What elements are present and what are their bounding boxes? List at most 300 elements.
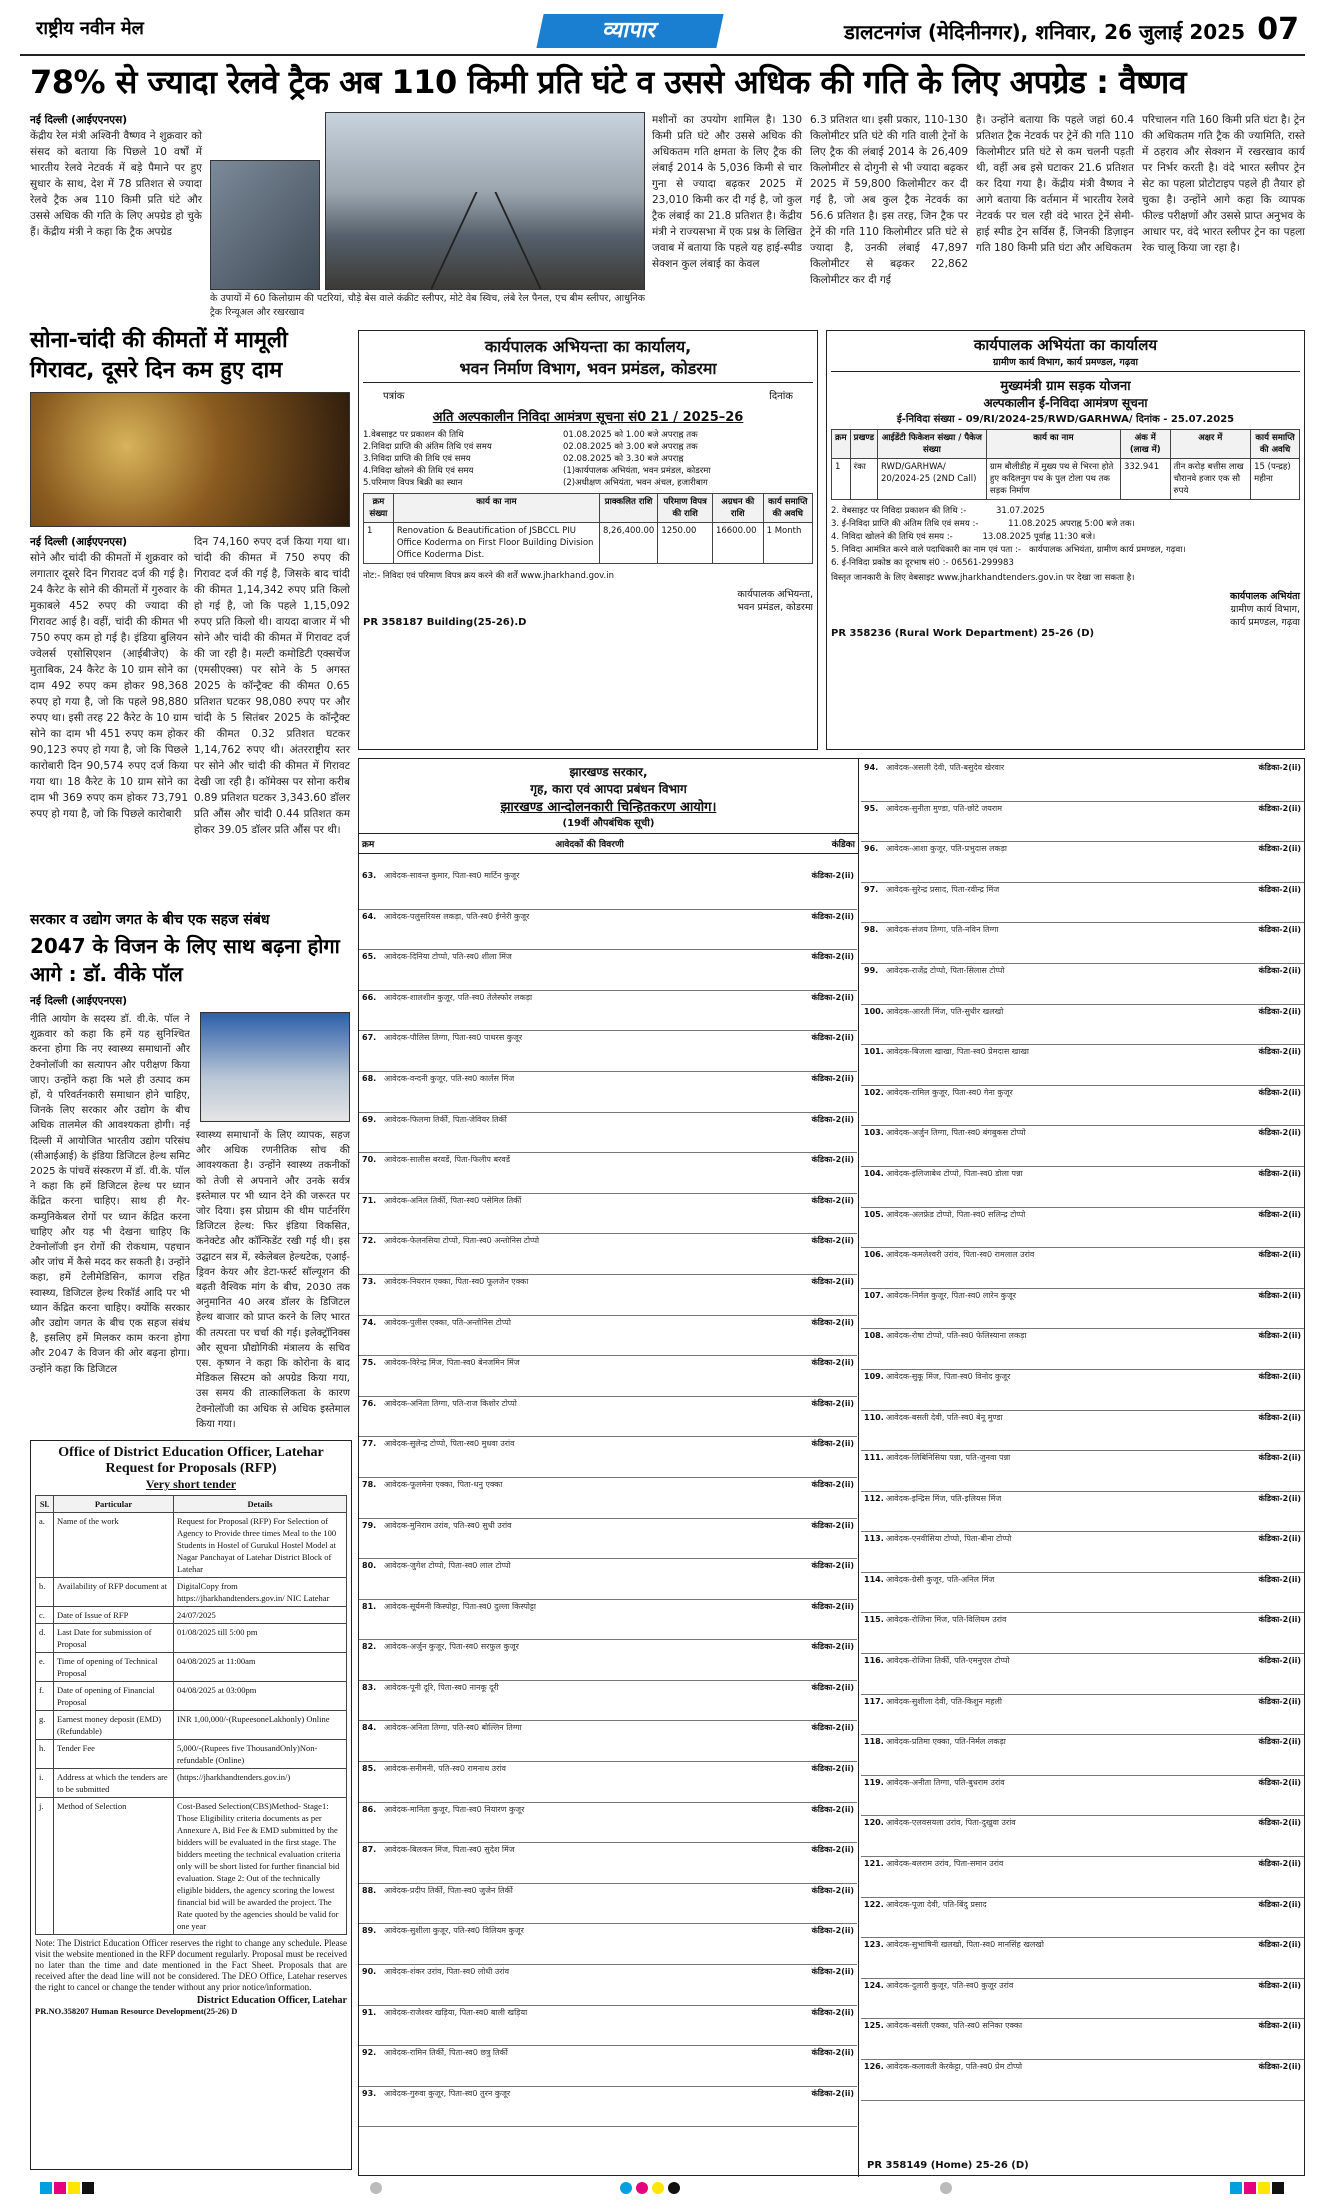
rail-story-dateline: नई दिल्ली (आईएएनएस) (30, 114, 127, 126)
applicant-clause: कंडिका-2(ii) (811, 1073, 854, 1083)
applicant-row (861, 2060, 1304, 2101)
applicant-row (359, 991, 857, 1032)
applicant-number: 107. (864, 1290, 884, 1300)
applicant-number: 125. (864, 2021, 884, 2031)
applicant-clause: कंडिका-2(ii) (811, 1114, 854, 1124)
applicant-clause: कंडिका-2(ii) (1258, 1493, 1301, 1503)
rail-story-text4: है। उन्होंने बताया कि पहले जहां 60.4 प्रतिशत ट्रैक नेटवर्क पर ट्रेनें की गति 110 किलोमीटर प्रति घंटे से कम चलनी पड़ती थी, वहीं अब इसे घटाकर 21.6 प्रतिशत कर दिया गया है। केंद्रीय मंत्री वैष्णव ने आगे बताया कि वर्तमान में भारतीय रेलवे नेटवर्क पर चल रही वंदे भारत ट्रेनें सेमी-हाई स्पीड ट्रेन सर्विस हैं, जिनकी डिज़ाइन गति 180 किमी प्रति घंटा और अधिकतम (976, 114, 1134, 254)
applicant-number: 73. (362, 1276, 377, 1286)
applicant-details: आवेदक-प्रदीप तिर्की, पिता-स्व0 जुजेन तिर्की (384, 1885, 513, 1895)
applicant-number: 84. (362, 1723, 377, 1733)
building-table-cell: Renovation & Beautification of JSBCCL PIU Office Koderma on First Floor Building Division Office Koderma Dist. (393, 523, 599, 564)
applicant-details: आवेदक-पूनी दूरि, पिता-स्व0 नानकू दूरी (384, 1682, 499, 1692)
applicant-clause: कंडिका-2(ii) (811, 992, 854, 1002)
applicant-details: आवेदक-नियरान एक्का, पिता-स्व0 फूलजेन एक्का (384, 1276, 529, 1286)
gold-jewellery-photo (30, 392, 350, 527)
applicant-details: आवेदक-सुनीता मुण्डा, पति-छोटे जयराम (886, 803, 1003, 813)
applicant-number: 64. (362, 911, 377, 921)
applicant-number: 95. (864, 803, 879, 813)
applicant-details: आवेदक-संजय तिग्गा, पति-नविन तिग्गा (886, 925, 999, 935)
paul-dateline: नई दिल्ली (आईएएनएस) (30, 995, 127, 1007)
yellow-swatch (68, 2182, 80, 2194)
applicant-row (359, 1153, 857, 1194)
applicant-details: आवेदक-बसती देवी, पति-स्व0 बेनू मुण्डा (886, 1412, 1003, 1422)
building-table-header: परिमाण विपत्र की राशि (658, 494, 713, 523)
applicant-number: 101. (864, 1047, 884, 1057)
applicant-details: आवेदक-आशा कुजूर, पति-प्रभुदास लकड़ा (886, 844, 1007, 854)
yellow-swatch-right (1258, 2182, 1270, 2194)
rfp-cell: Earnest money deposit (EMD) (Refundable) (54, 1711, 174, 1740)
road-tender-table (831, 429, 1300, 500)
building-tender-pr: PR 358187 Building(25-26).D (363, 617, 527, 628)
applicant-clause: कंडिका-2(ii) (811, 1439, 854, 1449)
road-tender-website: विस्तृत जानकारी के लिए वेबसाइट www.jharkhandtenders.gov.in पर देखा जा सकता है। (831, 573, 1135, 583)
building-tender-note: नोट:- निविदा एवं परिमाण विपत्र क्रय करने की शर्तें www.jharkhand.gov.in (363, 571, 615, 581)
applicant-clause: कंडिका-2(ii) (811, 1601, 854, 1611)
building-tender-table (363, 493, 813, 564)
applicant-number: 119. (864, 1777, 884, 1787)
applicant-row (861, 1654, 1304, 1695)
home-dept-title2: गृह, कारा एवं आपदा प्रबंधन विभाग (530, 782, 687, 796)
applicant-row (359, 1803, 857, 1844)
applicant-details: आवेदक-सुभाषिनी खलखो, पिता-स्व0 मानसिंह खलखो (886, 1940, 1044, 1950)
applicant-clause: कंडिका-2(ii) (811, 1926, 854, 1936)
registration-dot-right (940, 2182, 952, 2194)
magenta-dot (636, 2182, 648, 2194)
applicant-details: आवेदक-फेलनसिया टोप्पो, पिता-स्व0 अन्तोनिस टोप्पो (384, 1236, 540, 1246)
applicant-row (861, 1289, 1304, 1330)
applicant-number: 70. (362, 1155, 377, 1165)
home-dept-title1: झारखण्ड सरकार, (569, 765, 648, 779)
applicant-details: आवेदक-अर्जुन तिग्गा, पिता-स्व0 बंगबुकस टोप्पो (886, 1128, 1026, 1138)
applicant-row (861, 1126, 1304, 1167)
applicant-clause: कंडिका-2(ii) (1258, 1128, 1301, 1138)
building-table-cell: 1 Month (763, 523, 812, 564)
applicant-details: आवेदक-मुनिराम उरांव, पति-स्व0 सुधी उरांव (384, 1520, 512, 1530)
applicant-row (359, 1965, 857, 2006)
applicant-clause: कंडिका-2(ii) (811, 1398, 854, 1408)
rfp-table-row (36, 1653, 347, 1682)
applicant-details: आवेदक-इलिजाबेथ टोप्पो, पिता-स्व0 डोला पन्ना (886, 1168, 1023, 1178)
building-schedule-label: 5.परिमाण विपत्र बिक्री का स्थान (363, 478, 463, 488)
applicant-row (861, 923, 1304, 964)
applicant-number: 126. (864, 2062, 884, 2071)
applicant-details: आवेदक-शंकर उरांव, पिता-स्व0 लोधी उरांव (384, 1967, 510, 1977)
applicant-number: 99. (864, 965, 879, 975)
applicant-details: आवेदक-सुकू मिंज, पिता-स्व0 विनोद कुजूर (886, 1371, 1011, 1381)
home-dept-title3: झारखण्ड आन्दोलनकारी चिन्हितकरण आयोग। (500, 800, 717, 815)
applicant-row (861, 1451, 1304, 1492)
applicant-details: आवेदक-अनीता तिग्गा, पति-बुधराम उरांव (886, 1777, 1005, 1787)
applicant-number: 85. (362, 1764, 377, 1774)
rfp-cell: Cost-Based Selection(CBS)Method- Stage1: Those Eligibility criteria documents as per Annexure A, Bid Fee & EMD submitted by the bidders will be evaluated in the first stage. The bidders meeting the technical evaluation criteria only will be short listed for further financial bid evaluation. Stage 2: Out of the technically eligible bidders, the agency scoring the lowest financial bid will be awarded the project. The Rate quoted by the agencies should be valid for one year (174, 1798, 347, 1935)
applicant-details: आवेदक-वन्दनी कुजूर, पति-स्व0 कार्लस मिंज (384, 1073, 515, 1083)
road-tender-scheme: मुख्यमंत्री ग्राम सड़क योजना (1000, 379, 1131, 394)
applicant-number: 75. (362, 1358, 377, 1368)
applicant-clause: कंडिका-2(ii) (1258, 1696, 1301, 1706)
paul-kicker: सरकार व उद्योग जगत के बीच एक सहज संबंध (30, 912, 270, 928)
building-tender-notice (358, 330, 818, 750)
applicant-number: 98. (864, 925, 879, 935)
applicant-clause: कंडिका-2(ii) (811, 1845, 854, 1855)
rail-story-text5: परिचालन गति 160 किमी प्रति घंटा है। ट्रेन की अधिकतम गति ट्रैक की ज्यामिति, रास्ते में ठहराव और सेक्शन में रखरखाव कार्य पर निर्भर करती है। वंदे भारत स्लीपर ट्रेन सेट का पहला प्रोटोटाइप पहले ही तैयार हो चुका है। उन्होंने आगे कहा कि व्यापक फील्ड परीक्षणों और उससे प्राप्त अनुभव के आधार पर, वंदे भारत स्लीपर ट्रेन का पहला रेक चालू किया जा रहा है। (1142, 114, 1305, 254)
road-tender-pr: PR 358236 (Rural Work Department) 25-26 (D) (831, 628, 1095, 639)
masthead (20, 10, 1305, 56)
applicant-clause: कंडिका-2(ii) (811, 1885, 854, 1895)
rfp-cell: Name of the work (54, 1513, 174, 1578)
applicant-row (359, 2046, 857, 2087)
building-table-header: कार्य का नाम (393, 494, 599, 523)
rfp-cell: 5,000/-(Rupees five ThousandOnly)Non-refundable (Online) (174, 1740, 347, 1769)
applicant-row (359, 910, 857, 951)
applicant-number: 83. (362, 1682, 377, 1692)
rfp-pr-number: PR.NO.358207 Human Resource Development(25-26) D (35, 2006, 238, 2016)
road-tender-title1: कार्यपालक अभियंता का कार्यालय (973, 336, 1158, 354)
applicant-row (359, 1681, 857, 1722)
applicant-details: आवेदक-सुलेन्द्र टोप्पो, पिता-स्व0 मुधवा उरांव (384, 1439, 515, 1449)
applicant-number: 97. (864, 884, 879, 894)
applicant-details: आवेदक-अनिल तिर्की, पिता-स्व0 पसेमिल तिर्की (384, 1195, 522, 1205)
rfp-cell: a. (36, 1513, 54, 1578)
road-tender-title2: ग्रामीण कार्य विभाग, कार्य प्रमण्डल, गढ़वा (831, 355, 1300, 372)
road-tender-notice-type: अल्पकालीन ई-निविदा आमंत्रण सूचना (983, 396, 1148, 410)
rfp-cell: Address at which the tenders are to be submitted (54, 1769, 174, 1798)
magenta-swatch-right (1244, 2182, 1256, 2194)
gold-headline: सोना-चांदी की कीमतों में मामूली गिरावट, दूसरे दिन कम हुए दाम (30, 328, 288, 383)
applicant-clause: कंडिका-2(ii) (811, 1642, 854, 1652)
applicant-details: आवेदक-बसंती एक्का, पति-स्व0 सनिका एक्का (886, 2021, 1023, 2031)
road-schedule-line: 3. ई-निविदा प्राप्ति की अंतिम तिथि एवं समय :- 11.08.2025 अपराह्न 5:00 बजे तक। (831, 519, 1135, 529)
applicant-number: 120. (864, 1818, 884, 1828)
rfp-table (35, 1495, 347, 1935)
applicant-row (359, 1072, 857, 1113)
applicant-clause: कंडिका-2(ii) (811, 871, 854, 880)
rfp-header-particular: Particular (54, 1496, 174, 1513)
applicant-clause: कंडिका-2(ii) (1258, 1737, 1301, 1747)
applicant-details: आवेदक-सालीस बरवर्डे, पिता-फिलीप बरवर्डे (384, 1155, 511, 1165)
applicant-row (861, 1167, 1304, 1208)
applicant-row (861, 1735, 1304, 1776)
applicant-clause: कंडिका-2(ii) (1258, 1412, 1301, 1422)
applicant-details: आवेदक-इन्द्रिस मिंज, पति-इलियस मिंज (886, 1493, 1002, 1503)
applicant-clause: कंडिका-2(ii) (1258, 1980, 1301, 1990)
rfp-table-row (36, 1682, 347, 1711)
building-schedule-row (363, 429, 813, 441)
applicant-number: 122. (864, 1899, 884, 1909)
rfp-cell: d. (36, 1624, 54, 1653)
applicant-details: आवेदक-शालशीन कुजूर, पति-स्व0 तेलेस्फोर लकड़ा (384, 992, 533, 1002)
applicant-row (359, 1640, 857, 1681)
applicant-clause: कंडिका-2(ii) (1258, 1047, 1301, 1057)
applicant-clause: कंडिका-2(ii) (811, 1358, 854, 1368)
applicant-number: 116. (864, 1656, 884, 1666)
applicant-details: आवेदक-पूजा देवी, पति-बिंदु प्रसाद (886, 1899, 987, 1909)
rfp-cell: Availability of RFP document at (54, 1578, 174, 1607)
road-table-header: अक्षर में (1170, 430, 1251, 459)
rfp-table-row (36, 1798, 347, 1935)
cyan-swatch-right (1230, 2182, 1242, 2194)
rfp-cell: 04/08/2025 at 03:00pm (174, 1682, 347, 1711)
applicant-clause: कंडिका-2(ii) (811, 1479, 854, 1489)
road-tender-sign3: कार्य प्रमण्डल, गढ़वा (1230, 617, 1300, 628)
applicant-details: आवेदक-अनिता तिग्गा, पति-राज किशोर टोप्पो (384, 1398, 517, 1408)
page-number: 07 (1257, 12, 1299, 47)
rfp-cell: Date of opening of Financial Proposal (54, 1682, 174, 1711)
railway-track-photo (325, 112, 645, 290)
section-tab: व्यापार (536, 14, 723, 48)
home-dept-right-list (861, 761, 1304, 2101)
applicant-clause: कंडिका-2(ii) (811, 1967, 854, 1977)
applicant-row (861, 1532, 1304, 1573)
paul-story-text2: स्वास्थ्य समाधानों के लिए व्यापक, सहज और अधिक रणनीतिक सोच की आवश्यकता है। उन्होंने स्वास्थ्य तकनीकों को तेजी से अपनाने और उनके सर्वत्र इस्तेमाल पर भी ध्यान देने की जरूरत पर जोर दिया। इस प्रोग्राम की थीम पार्टनरिंग डिजिटल हेल्थ: फिर इंडिया विकसित, कनेक्टेड और कॉन्फिडेंट रखी गई थी। इस उद्घाटन सत्र में, स्केलेबल हेल्थटेक, एआई-ड्रिवन केयर और डेटा-फर्स्ट सॉल्यूशन की बढ़ती वैश्विक मांग के बीच, 2030 तक अनुमानित 40 अरब डॉलर के डिजिटल हेल्थ बाजार को प्राप्त करने के लिए भारत की तत्परता पर चर्चा की गई। इलेक्ट्रॉनिक्स और सूचना प्रौद्योगिकी मंत्रालय के सचिव एस. कृष्णन ने कहा कि कोरोना के बाद मेडिकल सिस्टम को अपग्रेड किया गया, उस समय की तात्कालिकता के कारण टेक्नोलॉजी का अधिक से अधिक इस्तेमाल किया गया। (196, 1130, 350, 1430)
rfp-cell: 01/08/2025 till 5:00 pm (174, 1624, 347, 1653)
road-schedule-line: 6. ई-निविदा प्रकोष्ठ का दूरभाष सं0 :- 06561-299983 (831, 558, 1014, 568)
applicant-clause: कंडिका-2(ii) (1258, 1818, 1301, 1828)
gold-story-dateline: नई दिल्ली (आईएएनएस) (30, 536, 127, 548)
road-table-cell: 1 (832, 459, 851, 500)
building-schedule-value: 02.08.2025 को 3.30 बजे अपराह्न (563, 454, 684, 464)
applicant-row (359, 1194, 857, 1235)
applicant-row (861, 1329, 1304, 1370)
applicant-row (359, 1397, 857, 1438)
applicant-row (359, 1884, 857, 1925)
building-tender-title1: कार्यपालक अभियन्ता का कार्यालय, (484, 337, 692, 356)
paul-headline: 2047 के विजन के लिए साथ बढ़ना होगा आगे : डॉ. वीके पॉल (30, 934, 340, 986)
road-tender-notice (826, 330, 1305, 750)
applicant-details: आवेदक-राजेश्वर खड़िया, पिता-स्व0 बाली खड़िया (384, 2007, 528, 2017)
applicant-details: आवेदक-एनवीसिया टोप्पो, पिता-बीना टोप्पो (886, 1534, 1012, 1544)
main-headline: 78% से ज्यादा रेलवे ट्रैक अब 110 किमी प्रति घंटे व उससे अधिक की गति के लिए अपग्रेड : वैष्णव (30, 63, 1187, 101)
rfp-cell: c. (36, 1607, 54, 1624)
applicant-row (359, 1356, 857, 1397)
masthead-dateline: डालटनगंज (मेदिनीनगर), शनिवार, 26 जुलाई 2025 (844, 20, 1245, 44)
road-schedule-line: 4. निविदा खोलने की तिथि एवं समय :- 13.08.2025 पूर्वाह्न 11:30 बजे। (831, 532, 1096, 542)
rfp-cell: e. (36, 1653, 54, 1682)
applicant-row (861, 1045, 1304, 1086)
applicant-details: आवेदक-पलुसरियस लकड़ा, पति-स्व0 ईग्नेरी कुजूर (384, 911, 530, 921)
home-dept-header (359, 833, 858, 854)
applicant-row (861, 1411, 1304, 1452)
home-header-details: आवेदकों की विवरणी (555, 840, 624, 850)
rfp-table-row (36, 1624, 347, 1653)
applicant-details: आवेदक-फिलमा तिर्की, पिता-जेवियर तिर्की (384, 1114, 507, 1124)
applicant-details: आवेदक-आरती मिंज, पति-सुधीर खलखो (886, 1006, 1004, 1016)
applicant-details: आवेदक-अनिता तिग्गा, पति-स्व0 बोल्लिन तिग्गा (384, 1723, 522, 1733)
rfp-cell: INR 1,00,000/-(RupeesoneLakhonly) Online (174, 1711, 347, 1740)
applicant-details: आवेदक-कलावती केरकेट्टा, पति-स्व0 प्रेम टोप्पो (886, 2062, 1023, 2071)
applicant-row (359, 950, 857, 991)
applicant-clause: कंडिका-2(ii) (1258, 1371, 1301, 1381)
applicant-row (861, 1979, 1304, 2020)
applicant-clause: कंडिका-2(ii) (1258, 925, 1301, 935)
applicant-number: 118. (864, 1737, 884, 1747)
road-tender-ref: ई-निविदा संख्या - 09/RI/2024-25/RWD/GARHWA/ दिनांक - 25.07.2025 (896, 414, 1235, 425)
rfp-table-row (36, 1711, 347, 1740)
home-header-kandika: कंडिका (831, 840, 855, 850)
rfp-advertisement (30, 1440, 352, 2170)
applicant-row (861, 1776, 1304, 1817)
applicant-row (359, 1600, 857, 1641)
applicant-number: 112. (864, 1493, 884, 1503)
vk-paul-photo (200, 1012, 350, 1122)
cyan-swatch (40, 2182, 52, 2194)
building-table-header: कार्य समाप्ति की अवधि (763, 494, 812, 523)
applicant-number: 86. (362, 1804, 377, 1814)
applicant-number: 117. (864, 1696, 884, 1706)
applicant-clause: कंडिका-2(ii) (811, 2088, 854, 2098)
rfp-table-row (36, 1513, 347, 1578)
applicant-details: आवेदक-रामिल कुजूर, पिता-स्व0 गेना कुजूर (886, 1087, 1013, 1097)
applicant-details: आवेदक-कमलेश्वरी उरांव, पिता-स्व0 रामलाल उरांव (886, 1250, 1035, 1260)
applicant-number: 92. (362, 2048, 377, 2058)
rail-photo-caption: के उपायों में 60 किलोग्राम की पटरियां, चौड़े बेस वाले कंक्रीट स्लीपर, मोटे वेब स्विच, लंबे रेल पैनल, एच बीम स्लीपर, आधुनिक ट्रैक रिन्यूअल और रखरखाव (210, 293, 645, 318)
applicant-details: आवेदक-एलवसयला उरांव, पिता-दुखुवा उरांव (886, 1818, 1016, 1828)
applicant-number: 104. (864, 1168, 884, 1178)
applicant-number: 94. (864, 763, 879, 772)
applicant-number: 123. (864, 1940, 884, 1950)
applicant-details: आवेदक-विरेन्द्र मिंज, पिता-स्व0 बेनजमिन मिंज (384, 1358, 520, 1368)
building-tender-sign2: भवन प्रमंडल, कोडरमा (737, 602, 813, 613)
applicant-clause: कंडिका-2(ii) (1258, 1899, 1301, 1909)
applicant-clause: कंडिका-2(ii) (811, 2048, 854, 2058)
road-table-header: अंक में (लाख में) (1120, 430, 1170, 459)
rfp-cell: g. (36, 1711, 54, 1740)
applicant-clause: कंडिका-2(ii) (1258, 1006, 1301, 1016)
applicant-clause: कंडिका-2(ii) (811, 1276, 854, 1286)
building-table-cell: 1250.00 (658, 523, 713, 564)
applicant-clause: कंडिका-2(ii) (1258, 2021, 1301, 2031)
rfp-header-sl: Sl. (36, 1496, 54, 1513)
applicant-clause: कंडिका-2(ii) (1258, 1615, 1301, 1625)
applicant-number: 111. (864, 1453, 884, 1463)
applicant-details: आवेदक-अलफ्रेड टोप्पो, पिता-स्व0 सलिन्द्र टोप्पो (886, 1209, 1026, 1219)
black-swatch-right (1272, 2182, 1284, 2194)
applicant-number: 74. (362, 1317, 377, 1327)
applicant-row (861, 2019, 1304, 2060)
applicant-number: 68. (362, 1073, 377, 1083)
paul-story-text1: नीति आयोग के सदस्य डॉ. वी.के. पॉल ने शुक्रवार को कहा कि हमें यह सुनिश्चित करना होगा कि नए स्वास्थ्य समाधानों और टेक्नोलॉजी का सत्यापन और परीक्षण किया जाए। उन्होंने कहा कि भले ही उत्पाद कम हों, ये परिवर्तनकारी समाधान होने चाहिए, जिनके लिए सरकार और उद्योग के बीच अधिक तालमेल की आवश्यकता होगी। नई दिल्ली में आयोजित भारतीय उद्योग परिसंघ (सीआईआई) के इंडिया डिजिटल हेल्थ समिट 2025 के पांचवें संस्करण में डॉ. वी.के. पॉल ने कहा कि हमें डिजिटल हेल्थ पर ध्यान केंद्रित करना चाहिए। साथ ही गैर-कम्युनिकेबल रोगों पर ध्यान केंद्रित करना चाहिए और यह भी देखना चाहिए कि टेक्नोलॉजी इन रोगों की रोकथाम, पहचान और जांच में कैसे मदद कर सकती है। उन्होंने कहा, हमें टेलीमेडिसिन, कागज रहित स्वास्थ्य, डिजिटल हेल्थ रिकॉर्ड आदि पर भी ध्यान केंद्रित करना चाहिए। क्योंकि सरकार और उद्योग जगत के बीच एक सहज संबंध है, इसलिए हमें मिलकर काम करना होगा और 2047 के विजन की ओर बढ़ना होगा। उन्होंने कहा कि डिजिटल (30, 1014, 190, 1375)
applicant-clause: कंडिका-2(ii) (1258, 1777, 1301, 1787)
applicant-details: आवेदक-जुगेश टोप्पो, पिता-स्व0 लाल टोप्पो (384, 1561, 511, 1571)
building-table-header: अग्रधन की राशि (712, 494, 763, 523)
applicant-details: आवेदक-पौलिस तिग्गा, पिता-स्व0 पाथरस कुजूर (384, 1033, 523, 1043)
building-schedule-label: 1.वेबसाइट पर प्रकाशन की तिथि (363, 430, 464, 440)
rfp-table-row (36, 1740, 347, 1769)
applicant-number: 69. (362, 1114, 377, 1124)
applicant-number: 115. (864, 1615, 884, 1625)
applicant-row (861, 1573, 1304, 1614)
building-schedule-value: 02.08.2025 को 3.00 बजे अपराह्न तक (563, 442, 698, 452)
registration-dot (370, 2182, 382, 2194)
print-registration-marks (40, 2182, 1285, 2194)
applicant-clause: कंडिका-2(ii) (1258, 1656, 1301, 1666)
building-schedule-value: (1)कार्यपालक अभियंता, भवन प्रमंडल, कोडरमा (563, 466, 711, 476)
applicant-row (359, 1113, 857, 1154)
applicant-details: आवेदक-सुशीला देवी, पति-किशुन महली (886, 1696, 1002, 1706)
road-table-header: कार्य समाप्ति की अवधि (1251, 430, 1300, 459)
gold-story-col1 (30, 534, 188, 822)
rfp-cell: Last Date for submission of Proposal (54, 1624, 174, 1653)
applicant-row (359, 1843, 857, 1884)
rfp-subtitle: Very short tender (145, 1477, 237, 1491)
road-table-cell: 15 (पन्द्रह) महीना (1251, 459, 1300, 500)
rfp-cell: Time of opening of Technical Proposal (54, 1653, 174, 1682)
applicant-clause: कंडिका-2(ii) (1258, 965, 1301, 975)
home-dept-notice (358, 758, 1305, 2176)
applicant-details: आवेदक-रोजिना मिंज, पति-विलियम उरांव (886, 1615, 1007, 1625)
applicant-row (861, 1086, 1304, 1127)
applicant-number: 71. (362, 1195, 377, 1205)
building-schedule-label: 2.निविदा प्राप्ति की अंतिम तिथि एवं समय (363, 442, 492, 452)
applicant-clause: कंडिका-2(ii) (1258, 1168, 1301, 1178)
home-dept-subtitle: (19वीं औपबंधिक सूची) (562, 818, 655, 829)
applicant-details: आवेदक-सुरेन्द्र प्रसाद, पिता-रवीन्द्र मिंज (886, 884, 1000, 894)
applicant-row (861, 1208, 1304, 1249)
applicant-details: आवेदक-रामिन तिर्की, पिता-स्व0 छत्रु तिर्की (384, 2048, 508, 2058)
applicant-clause: कंडिका-2(ii) (1258, 1290, 1301, 1300)
road-table-header: प्रखण्ड (850, 430, 877, 459)
applicant-clause: कंडिका-2(ii) (1258, 1250, 1301, 1260)
applicant-details: आवेदक-सनीमनी, पति-स्व0 रामनाथ उरांव (384, 1764, 506, 1774)
rail-story-col1 (30, 112, 202, 240)
rail-story-text1: केंद्रीय रेल मंत्री अश्विनी वैष्णव ने शुक्रवार को संसद को बताया कि पिछले 10 वर्षों में भारतीय रेलवे नेटवर्क में बड़े पैमाने पर हुए सुधार के साथ, देश में 78 प्रतिशत से ज्यादा रेलवे ट्रैक अब 110 किमी प्रति घंटे और उससे अधिक की गति के लिए अपग्रेड हो चुके हैं। केंद्रीय मंत्री ने कहा कि ट्रैक अपग्रेड (30, 130, 202, 238)
rfp-cell: Request for Proposal (RFP) For Selection of Agency to Provide three times Meal to the 100 Students in Hostel of Gurukul Hostel Model at Nagar Panchayat of Latehar District Block of Latehar (174, 1513, 347, 1578)
applicant-row (861, 1248, 1304, 1289)
applicant-row (861, 761, 1304, 802)
applicant-details: आवेदक-रोजिना तिर्की, पति-एमनुएल टोप्पो (886, 1656, 1010, 1666)
building-schedule-row (363, 465, 813, 477)
home-dept-pr: PR 358149 (Home) 25-26 (D) (867, 2160, 1029, 2171)
applicant-clause: कंडिका-2(ii) (1258, 1087, 1301, 1097)
applicant-number: 103. (864, 1128, 884, 1138)
building-tender-schedule (363, 429, 813, 489)
road-schedule-line: 2. वेबसाइट पर निविदा प्रकाशन की तिथि :- 31.07.2025 (831, 506, 1045, 516)
cyan-dot (620, 2182, 632, 2194)
building-table-cell: 8,26,400.00 (599, 523, 657, 564)
applicant-clause: कंडिका-2(ii) (1258, 1574, 1301, 1584)
applicant-details: आवेदक-सावन्त कुमार, पिता-स्व0 मार्टिन कुजूर (384, 871, 520, 880)
rfp-cell: Method of Selection (54, 1798, 174, 1935)
applicant-clause: कंडिका-2(ii) (811, 1804, 854, 1814)
road-table-cell: ग्राम बौलीडीह में मुख्य पथ से भिरना होते हुए कदिलनुग पथ के पुल टोला पथ तक सड़क निर्माण (986, 459, 1120, 500)
applicant-row (861, 1492, 1304, 1533)
applicant-row (861, 1370, 1304, 1411)
rfp-cell: 24/07/2025 (174, 1607, 347, 1624)
building-tender-notice-no: अति अल्पकालीन निविदा आमंत्रण सूचना सं0 21 / 2025–26 (432, 410, 744, 425)
applicant-details: आवेदक-सूर्यमनी किस्पोट्टा, पिता-स्व0 दुल्ला किस्पोट्टा (384, 1601, 536, 1611)
applicant-details: आवेदक-ग्रेसी कुजूर, पति-अनिल मिंज (886, 1574, 995, 1584)
gold-story-text1: सोने और चांदी की कीमतों में शुक्रवार को लगातार दूसरे दिन गिरावट दर्ज की गई है। 24 कैरेट के सोने की कीमतों में गुरुवार के मुकाबले 452 रुपए की ज्यादा की गिरावट आई है। वहीं, चांदी की कीमत भी 750 रुपए कम हो गई है। इंडिया बुलियन ज्वेलर्स एसोसिएशन (आईबीजेए) के मुताबिक, 24 कैरेट के 10 ग्राम सोने का दाम 492 रुपए कम होकर 98,368 रुपए हो गया है, जो कि पहले 98,880 रुपए था। इसी तरह 22 कैरेट के 10 ग्राम सोने का दाम भी 451 रुपए कम होकर 90,123 रुपए हो गया है, जो कि पिछले कारोबारी दिन 90,574 रुपए दर्ज किया गया था। 18 कैरेट के 10 ग्राम सोने का दाम भी 369 रुपए कम होकर 73,791 रुपए हो गया है, जो कि पिछले कारोबारी (30, 552, 188, 820)
applicant-details: आवेदक-पुलीस एक्का, पति-अन्तोनिस टोप्पो (384, 1317, 511, 1327)
dinank-label: दिनांक (769, 391, 793, 402)
applicant-row (861, 1857, 1304, 1898)
applicant-row (861, 1898, 1304, 1939)
applicant-number: 78. (362, 1479, 377, 1489)
applicant-row (359, 1031, 857, 1072)
applicant-number: 102. (864, 1087, 884, 1097)
yellow-dot (652, 2182, 664, 2194)
applicant-clause: कंडिका-2(ii) (811, 1561, 854, 1571)
applicant-clause: कंडिका-2(ii) (811, 1723, 854, 1733)
applicant-row (359, 1478, 857, 1519)
gold-story-text2: दिन 74,160 रुपए दर्ज किया गया था। चांदी की कीमत में 750 रुपए की गिरावट दर्ज की गई है, जिसके बाद चांदी की कीमत 1,14,342 रुपए प्रति किलो हो गई है, जो कि पहले 1,15,092 रुपए प्रति किलो थी। वायदा बाजार में भी सोने और चांदी की कीमत में गिरावट दर्ज की जा रही है। मल्टी कमोडिटी एक्सचेंज (एमसीएक्स) पर सोने के 5 अगस्त 2025 के कॉन्ट्रैक्ट की कीमत 0.65 प्रतिशत घटकर 98,080 रुपए पर और चांदी के 5 सितंबर 2025 के कॉन्ट्रैक्ट की कीमत 0.32 प्रतिशत घटकर 1,14,762 रुपए थी। अंतरराष्ट्रीय स्तर पर सोने और चांदी की कीमत में गिरावट देखी जा रही है। कॉमेक्स पर सोना करीब 0.89 प्रतिशत घटकर 3,343.60 डॉलर प्रति औंस और चांदी 0.44 प्रतिशत कम होकर 39.05 डॉलर प्रति औंस पर थी। (194, 536, 350, 836)
applicant-clause: कंडिका-2(ii) (1258, 763, 1301, 772)
home-dept-left-list (359, 869, 857, 2127)
applicant-row (359, 2006, 857, 2047)
road-table-cell: रंका (850, 459, 877, 500)
applicant-number: 113. (864, 1534, 884, 1544)
rfp-cell: h. (36, 1740, 54, 1769)
